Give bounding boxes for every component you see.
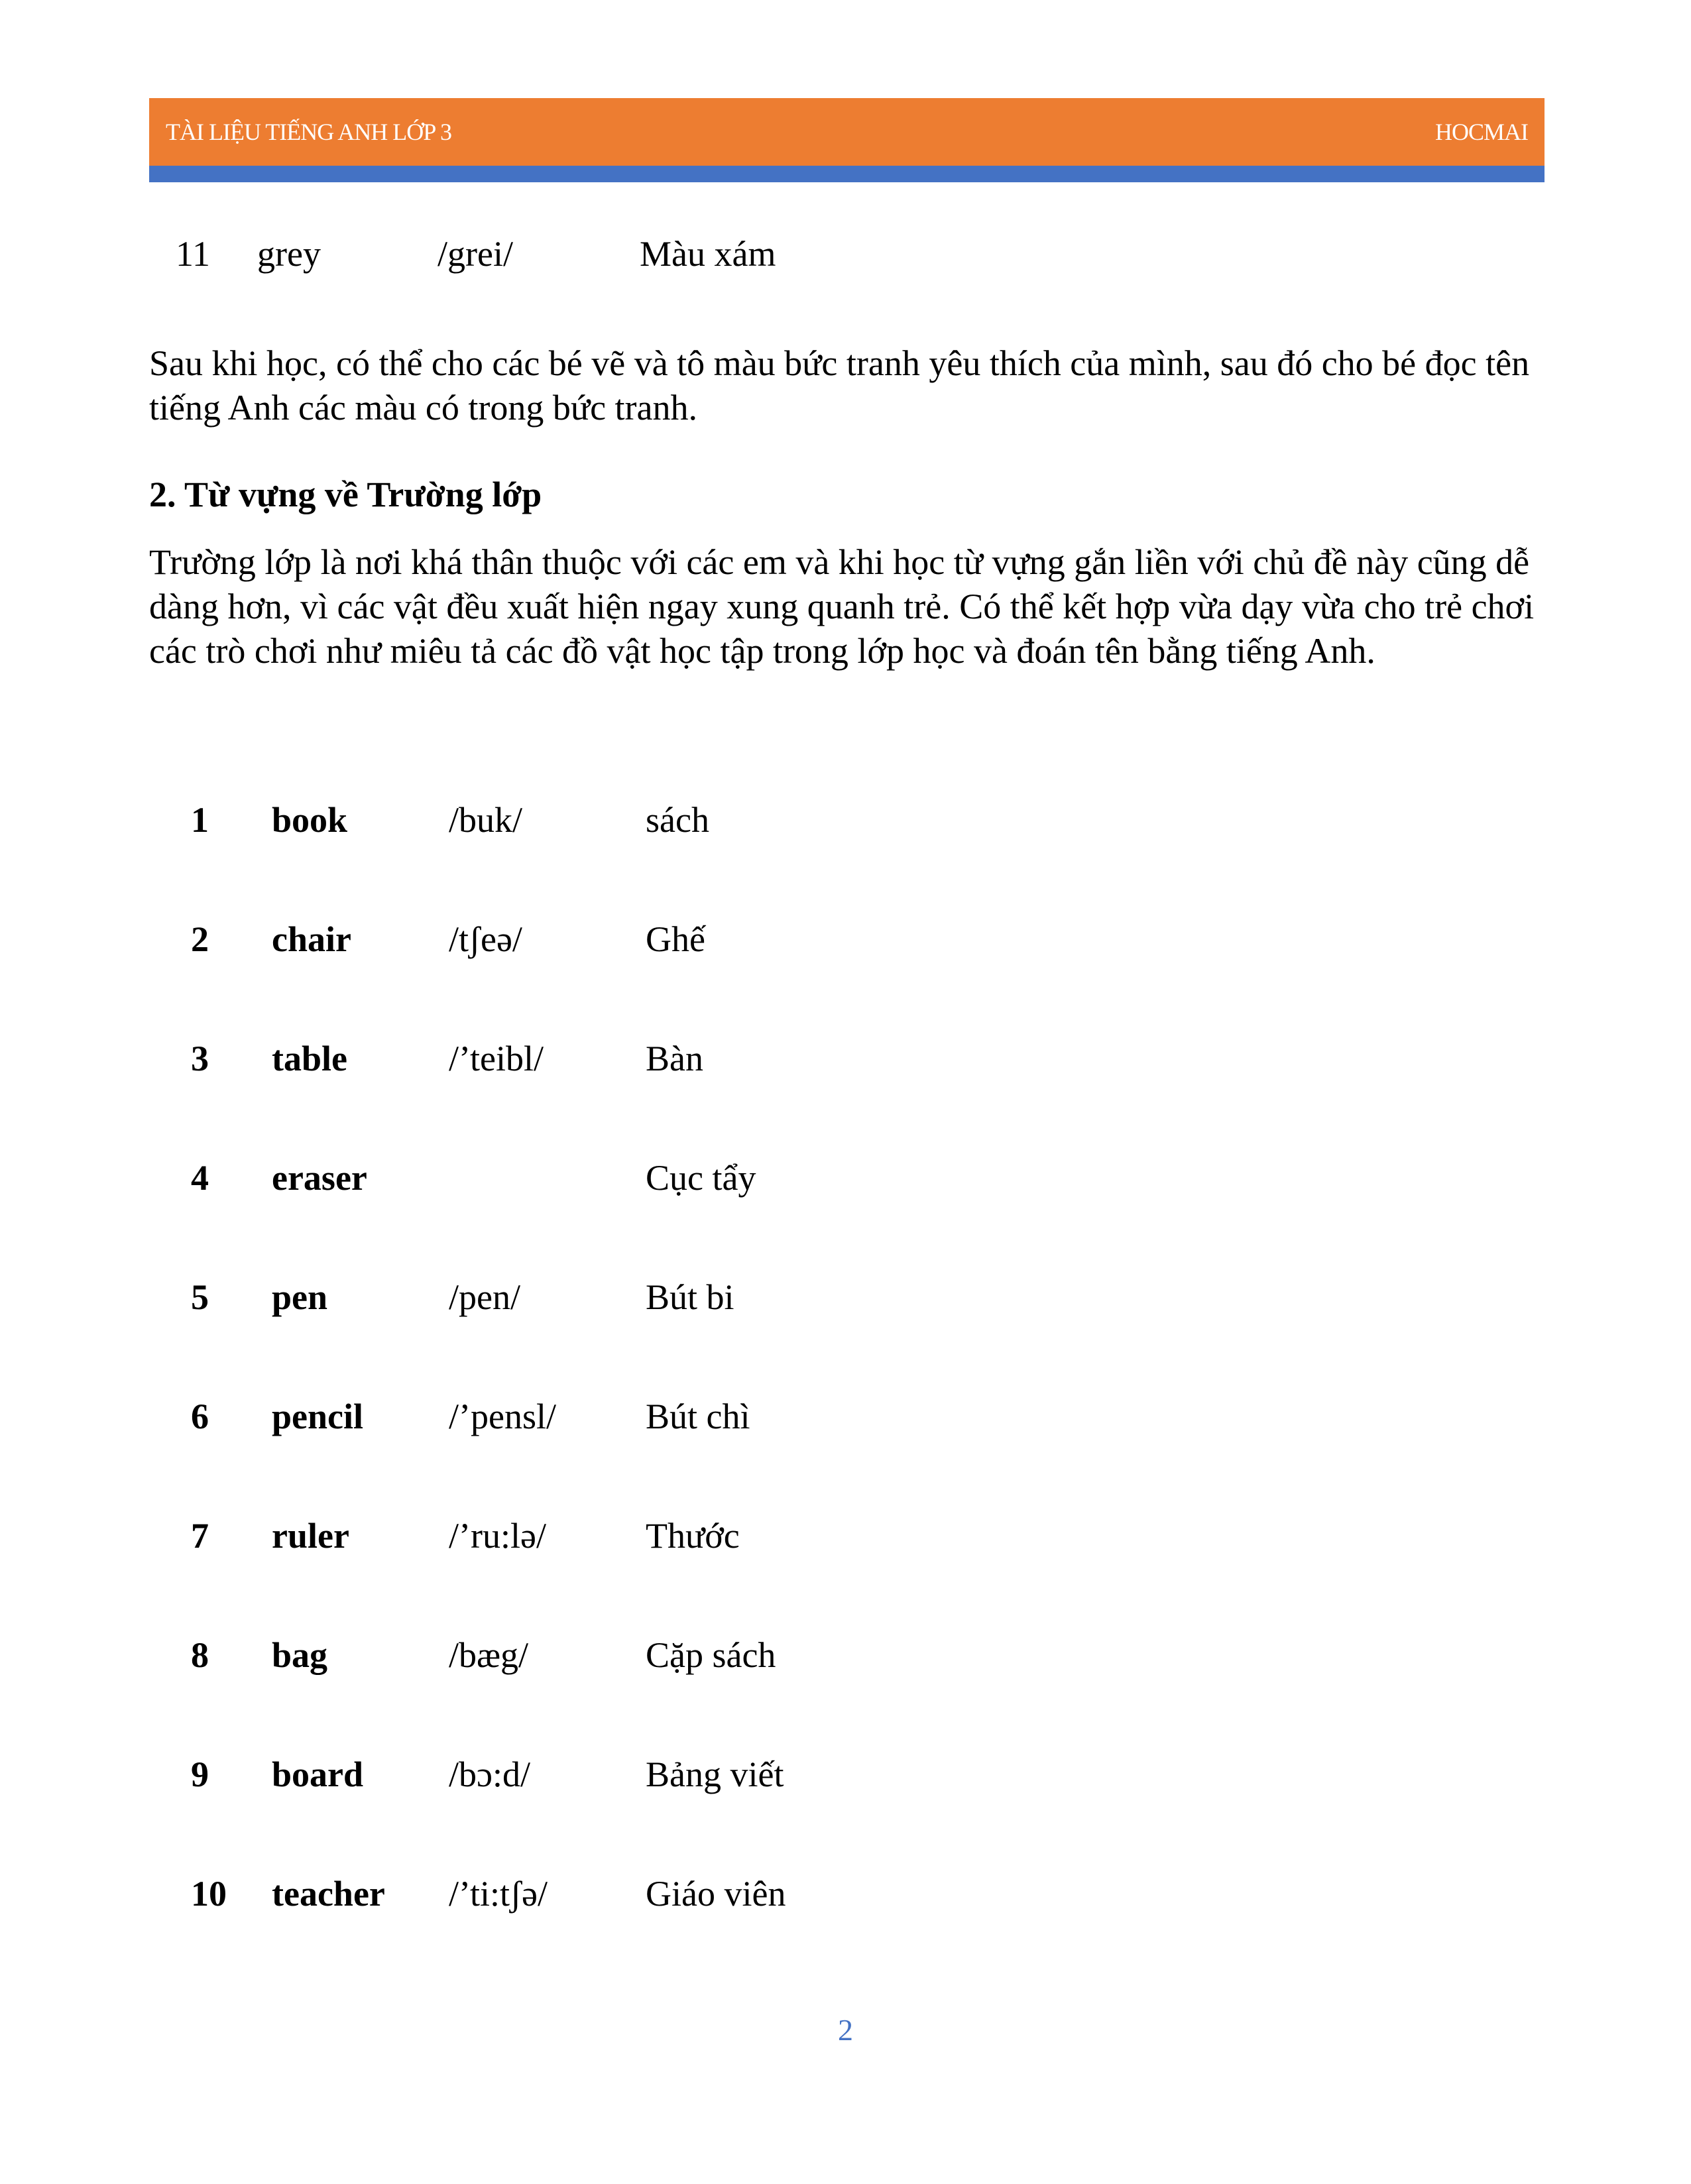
vocab-row bbox=[0, 1514, 1691, 1558]
vocab-row bbox=[0, 1872, 1691, 1916]
vocab-num: 1 bbox=[191, 800, 209, 840]
header-brand: HOCMAI bbox=[1434, 119, 1528, 145]
vocab-meaning: Bút chì bbox=[646, 1397, 750, 1436]
section-paragraph: Trường lớp là nơi khá thân thuộc với các em và khi học từ vựng gắn liền với chủ đề này cũng dễ dàng hơn, vì các vật đều xuất hiện ngay xung quanh trẻ. Có thể kết hợp vừa dạy vừa cho trẻ chơi các trò chơi như miêu tả các đồ vật học tập trong lớp học và đoán tên bằng tiếng Anh. bbox=[149, 542, 1535, 671]
vocab-num: 9 bbox=[191, 1754, 209, 1794]
vocab-num: 3 bbox=[191, 1039, 209, 1078]
intro-paragraph: Sau khi học, có thể cho các bé vẽ và tô màu bức tranh yêu thích của mình, sau đó cho bé đọc tên tiếng Anh các màu có trong bức tranh. bbox=[149, 343, 1530, 428]
vocab-num: 5 bbox=[191, 1277, 209, 1317]
vocab-meaning: Bàn bbox=[646, 1039, 703, 1078]
vocab-row bbox=[0, 1275, 1691, 1320]
vocab-word: table bbox=[272, 1039, 347, 1078]
vocab-meaning: Cặp sách bbox=[646, 1635, 776, 1675]
vocab-ipa: /’ru:lə/ bbox=[449, 1516, 546, 1556]
vocab-ipa: /tʃeə/ bbox=[449, 919, 522, 959]
vocab-row bbox=[0, 1156, 1691, 1200]
vocab-meaning: sách bbox=[646, 800, 709, 840]
section-heading: 2. Từ vựng về Trường lớp bbox=[149, 475, 542, 514]
page-header bbox=[149, 98, 1545, 166]
vocab-num: 6 bbox=[191, 1397, 209, 1436]
vocab-meaning: Thước bbox=[646, 1516, 740, 1556]
prev-row-ipa: /grei/ bbox=[437, 234, 513, 274]
vocab-word: bag bbox=[272, 1635, 328, 1675]
vocab-num: 8 bbox=[191, 1635, 209, 1675]
vocab-ipa: /’ti:tʃə/ bbox=[449, 1874, 548, 1914]
vocab-row bbox=[0, 1037, 1691, 1081]
vocab-word: chair bbox=[272, 919, 351, 959]
vocab-word: teacher bbox=[272, 1874, 385, 1914]
vocab-word: ruler bbox=[272, 1516, 349, 1556]
vocab-ipa: /’teibl/ bbox=[449, 1039, 544, 1078]
vocab-meaning: Bảng viết bbox=[646, 1754, 784, 1794]
vocab-row bbox=[0, 798, 1691, 842]
vocab-num: 2 bbox=[191, 919, 209, 959]
vocab-ipa: /pen/ bbox=[449, 1277, 520, 1317]
vocab-word: pencil bbox=[272, 1397, 364, 1436]
vocab-ipa: /bæg/ bbox=[449, 1635, 529, 1675]
vocab-word: pen bbox=[272, 1277, 328, 1317]
vocab-num: 10 bbox=[191, 1874, 227, 1914]
vocab-meaning: Cục tẩy bbox=[646, 1158, 756, 1198]
header-divider bbox=[149, 166, 1545, 182]
vocab-row bbox=[0, 917, 1691, 962]
vocab-ipa: /bɔ:d/ bbox=[449, 1754, 530, 1794]
vocab-word: eraser bbox=[272, 1158, 367, 1198]
prev-row-word: grey bbox=[257, 234, 321, 274]
prev-row-meaning: Màu xám bbox=[640, 234, 776, 274]
vocab-ipa: /’pensl/ bbox=[449, 1397, 556, 1436]
vocab-num: 7 bbox=[191, 1516, 209, 1556]
page-number: 2 bbox=[838, 2013, 853, 2047]
vocab-ipa: /buk/ bbox=[449, 800, 523, 840]
vocab-row bbox=[0, 1753, 1691, 1797]
vocab-word: book bbox=[272, 800, 348, 840]
vocab-meaning: Ghế bbox=[646, 919, 705, 959]
vocab-meaning: Bút bi bbox=[646, 1277, 734, 1317]
prev-row-num: 11 bbox=[176, 234, 210, 274]
header-title: TÀI LIỆU TIẾNG ANH LỚP 3 bbox=[166, 119, 451, 145]
vocab-word: board bbox=[272, 1754, 364, 1794]
vocab-row bbox=[0, 1395, 1691, 1439]
vocab-num: 4 bbox=[191, 1158, 209, 1198]
vocab-meaning: Giáo viên bbox=[646, 1874, 786, 1914]
vocab-row bbox=[0, 1633, 1691, 1678]
